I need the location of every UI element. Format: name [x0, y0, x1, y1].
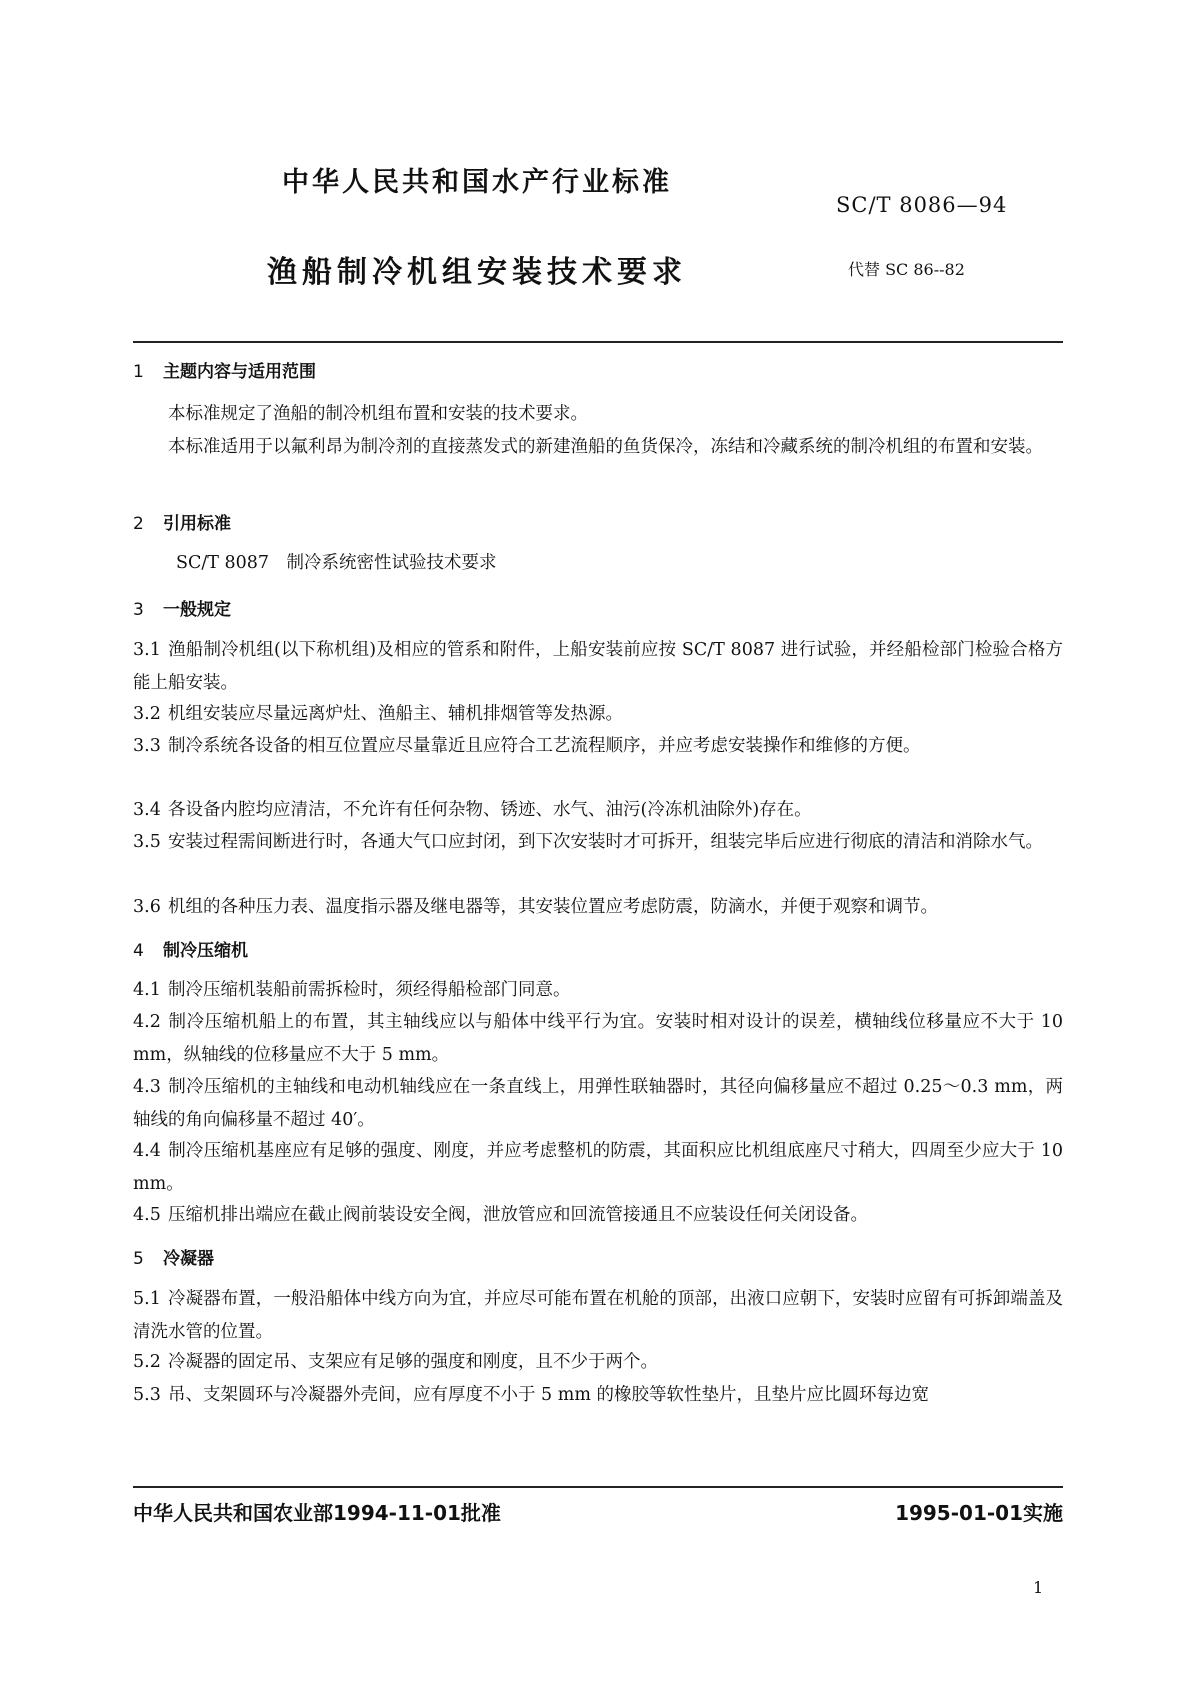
clause-number: 5.2	[133, 1352, 161, 1372]
clause-text: 吊、支架圆环与冷凝器外壳间，应有厚度不小于 5 mm 的橡胶等软性垫片，且垫片应比圆环每边宽	[168, 1385, 930, 1405]
clause-3-6	[133, 891, 1063, 924]
clause-text: 冷凝器布置，一般沿船体中线方向为宜，并应尽可能布置在机舱的顶部，出液口应朝下，安装时应留有可拆卸端盖及清洗水管的位置。	[133, 1289, 1063, 1342]
page-number: 1	[1033, 1578, 1044, 1597]
clause-number: 4.5	[133, 1205, 161, 1225]
section-number: 5	[133, 1249, 144, 1269]
section-title: 制冷压缩机	[163, 941, 248, 961]
clause-4-1	[133, 974, 1063, 1007]
section-title: 引用标准	[163, 514, 231, 534]
clause-text: 冷凝器的固定吊、支架应有足够的强度和刚度，且不少于两个。	[168, 1352, 658, 1372]
clause-number: 4.4	[133, 1141, 161, 1161]
section-title: 冷凝器	[163, 1249, 214, 1269]
section-number: 2	[133, 514, 144, 534]
footer-divider	[133, 1486, 1063, 1488]
clause-text: 制冷压缩机船上的布置，其主轴线应以与船体中线平行为宜。安装时相对设计的误差，横轴线位移量应不大于 10 mm，纵轴线的位移量应不大于 5 mm。	[133, 1012, 1063, 1065]
clause-number: 4.1	[133, 980, 161, 1000]
clause-text: 机组的各种压力表、温度指示器及继电器等，其安装位置应考虑防震，防滴水，并便于观察和调节。	[168, 897, 938, 917]
section-heading-5	[133, 1243, 214, 1276]
clause-5-3	[133, 1379, 1063, 1412]
approval-line: 中华人民共和国农业部1994-11-01批准	[133, 1501, 501, 1525]
clause-3-4	[133, 794, 1063, 827]
clause-text: 压缩机排出端应在截止阀前装设安全阀，泄放管应和回流管接通且不应装设任何关闭设备。	[168, 1205, 868, 1225]
section-number: 1	[133, 362, 144, 382]
clause-4-3	[133, 1071, 1063, 1137]
clause-number: 4.2	[133, 1012, 161, 1032]
paragraph: 本标准规定了渔船的制冷机组布置和安装的技术要求。	[168, 404, 588, 424]
industry-standard-heading: 中华人民共和国水产行业标准	[282, 167, 672, 198]
section-heading-3	[133, 594, 231, 627]
clause-4-5	[133, 1199, 1063, 1232]
section-heading-2	[133, 508, 231, 541]
clause-text: 渔船制冷机组(以下称机组)及相应的管系和附件，上船安装前应按 SC/T 8087 进行试验，并经船检部门检验合格方能上船安装。	[133, 640, 1063, 693]
clause-5-2	[133, 1346, 1063, 1379]
clause-4-2	[133, 1006, 1063, 1072]
section-title: 主题内容与适用范围	[163, 362, 316, 382]
clause-5-1	[133, 1283, 1063, 1349]
clause-number: 3.4	[133, 800, 161, 820]
clause-text: 各设备内腔均应清洁，不允许有任何杂物、锈迹、水气、油污(冷冻机油除外)存在。	[168, 800, 812, 820]
paragraph: 本标准适用于以氟利昂为制冷剂的直接蒸发式的新建渔船的鱼货保冷，冻结和冷藏系统的制冷机组的布置和安装。	[168, 437, 1043, 457]
clause-number: 3.2	[133, 704, 161, 724]
clause-text: 制冷压缩机的主轴线和电动机轴线应在一条直线上，用弹性联轴器时，其径向偏移量应不超过 0.25～0.3 mm，两轴线的角向偏移量不超过 40′。	[133, 1077, 1063, 1130]
clause-text: 安装过程需间断进行时，各通大气口应封闭，到下次安装时才可拆开，组装完毕后应进行彻底的清洁和消除水气。	[168, 832, 1043, 852]
clause-3-1	[133, 634, 1063, 700]
clause-number: 5.3	[133, 1385, 161, 1405]
clause-text: 制冷系统各设备的相互位置应尽量靠近且应符合工艺流程顺序，并应考虑安装操作和维修的方便。	[168, 736, 921, 756]
clause-4-4	[133, 1135, 1063, 1201]
header-divider	[133, 341, 1063, 343]
clause-text: 制冷压缩机装船前需拆检时，须经得船检部门同意。	[168, 980, 571, 1000]
section-title: 一般规定	[163, 600, 231, 620]
clause-number: 3.6	[133, 897, 161, 917]
section-number: 4	[133, 941, 144, 961]
clause-3-5	[133, 826, 1063, 859]
implementation-date: 1995-01-01实施	[895, 1501, 1063, 1525]
replaces-note: 代替 SC 86--82	[848, 260, 965, 279]
document-title: 渔船制冷机组安装技术要求	[267, 255, 687, 290]
clause-number: 3.1	[133, 640, 161, 660]
reference-standard: SC/T 8087 制冷系统密性试验技术要求	[176, 553, 497, 573]
clause-text: 制冷压缩机基座应有足够的强度、刚度，并应考虑整机的防震，其面积应比机组底座尺寸稍大，四周至少应大于 10 mm。	[133, 1141, 1063, 1194]
section-heading-4	[133, 935, 248, 968]
clause-3-2	[133, 698, 1063, 731]
clause-number: 5.1	[133, 1289, 161, 1309]
clause-3-3	[133, 730, 1063, 763]
standard-code: SC/T 8086—94	[836, 193, 1008, 217]
clause-number: 3.5	[133, 832, 161, 852]
clause-text: 机组安装应尽量远离炉灶、渔船主、辅机排烟管等发热源。	[168, 704, 623, 724]
section-heading-1	[133, 356, 316, 389]
section-number: 3	[133, 600, 144, 620]
clause-number: 4.3	[133, 1077, 161, 1097]
clause-number: 3.3	[133, 736, 161, 756]
